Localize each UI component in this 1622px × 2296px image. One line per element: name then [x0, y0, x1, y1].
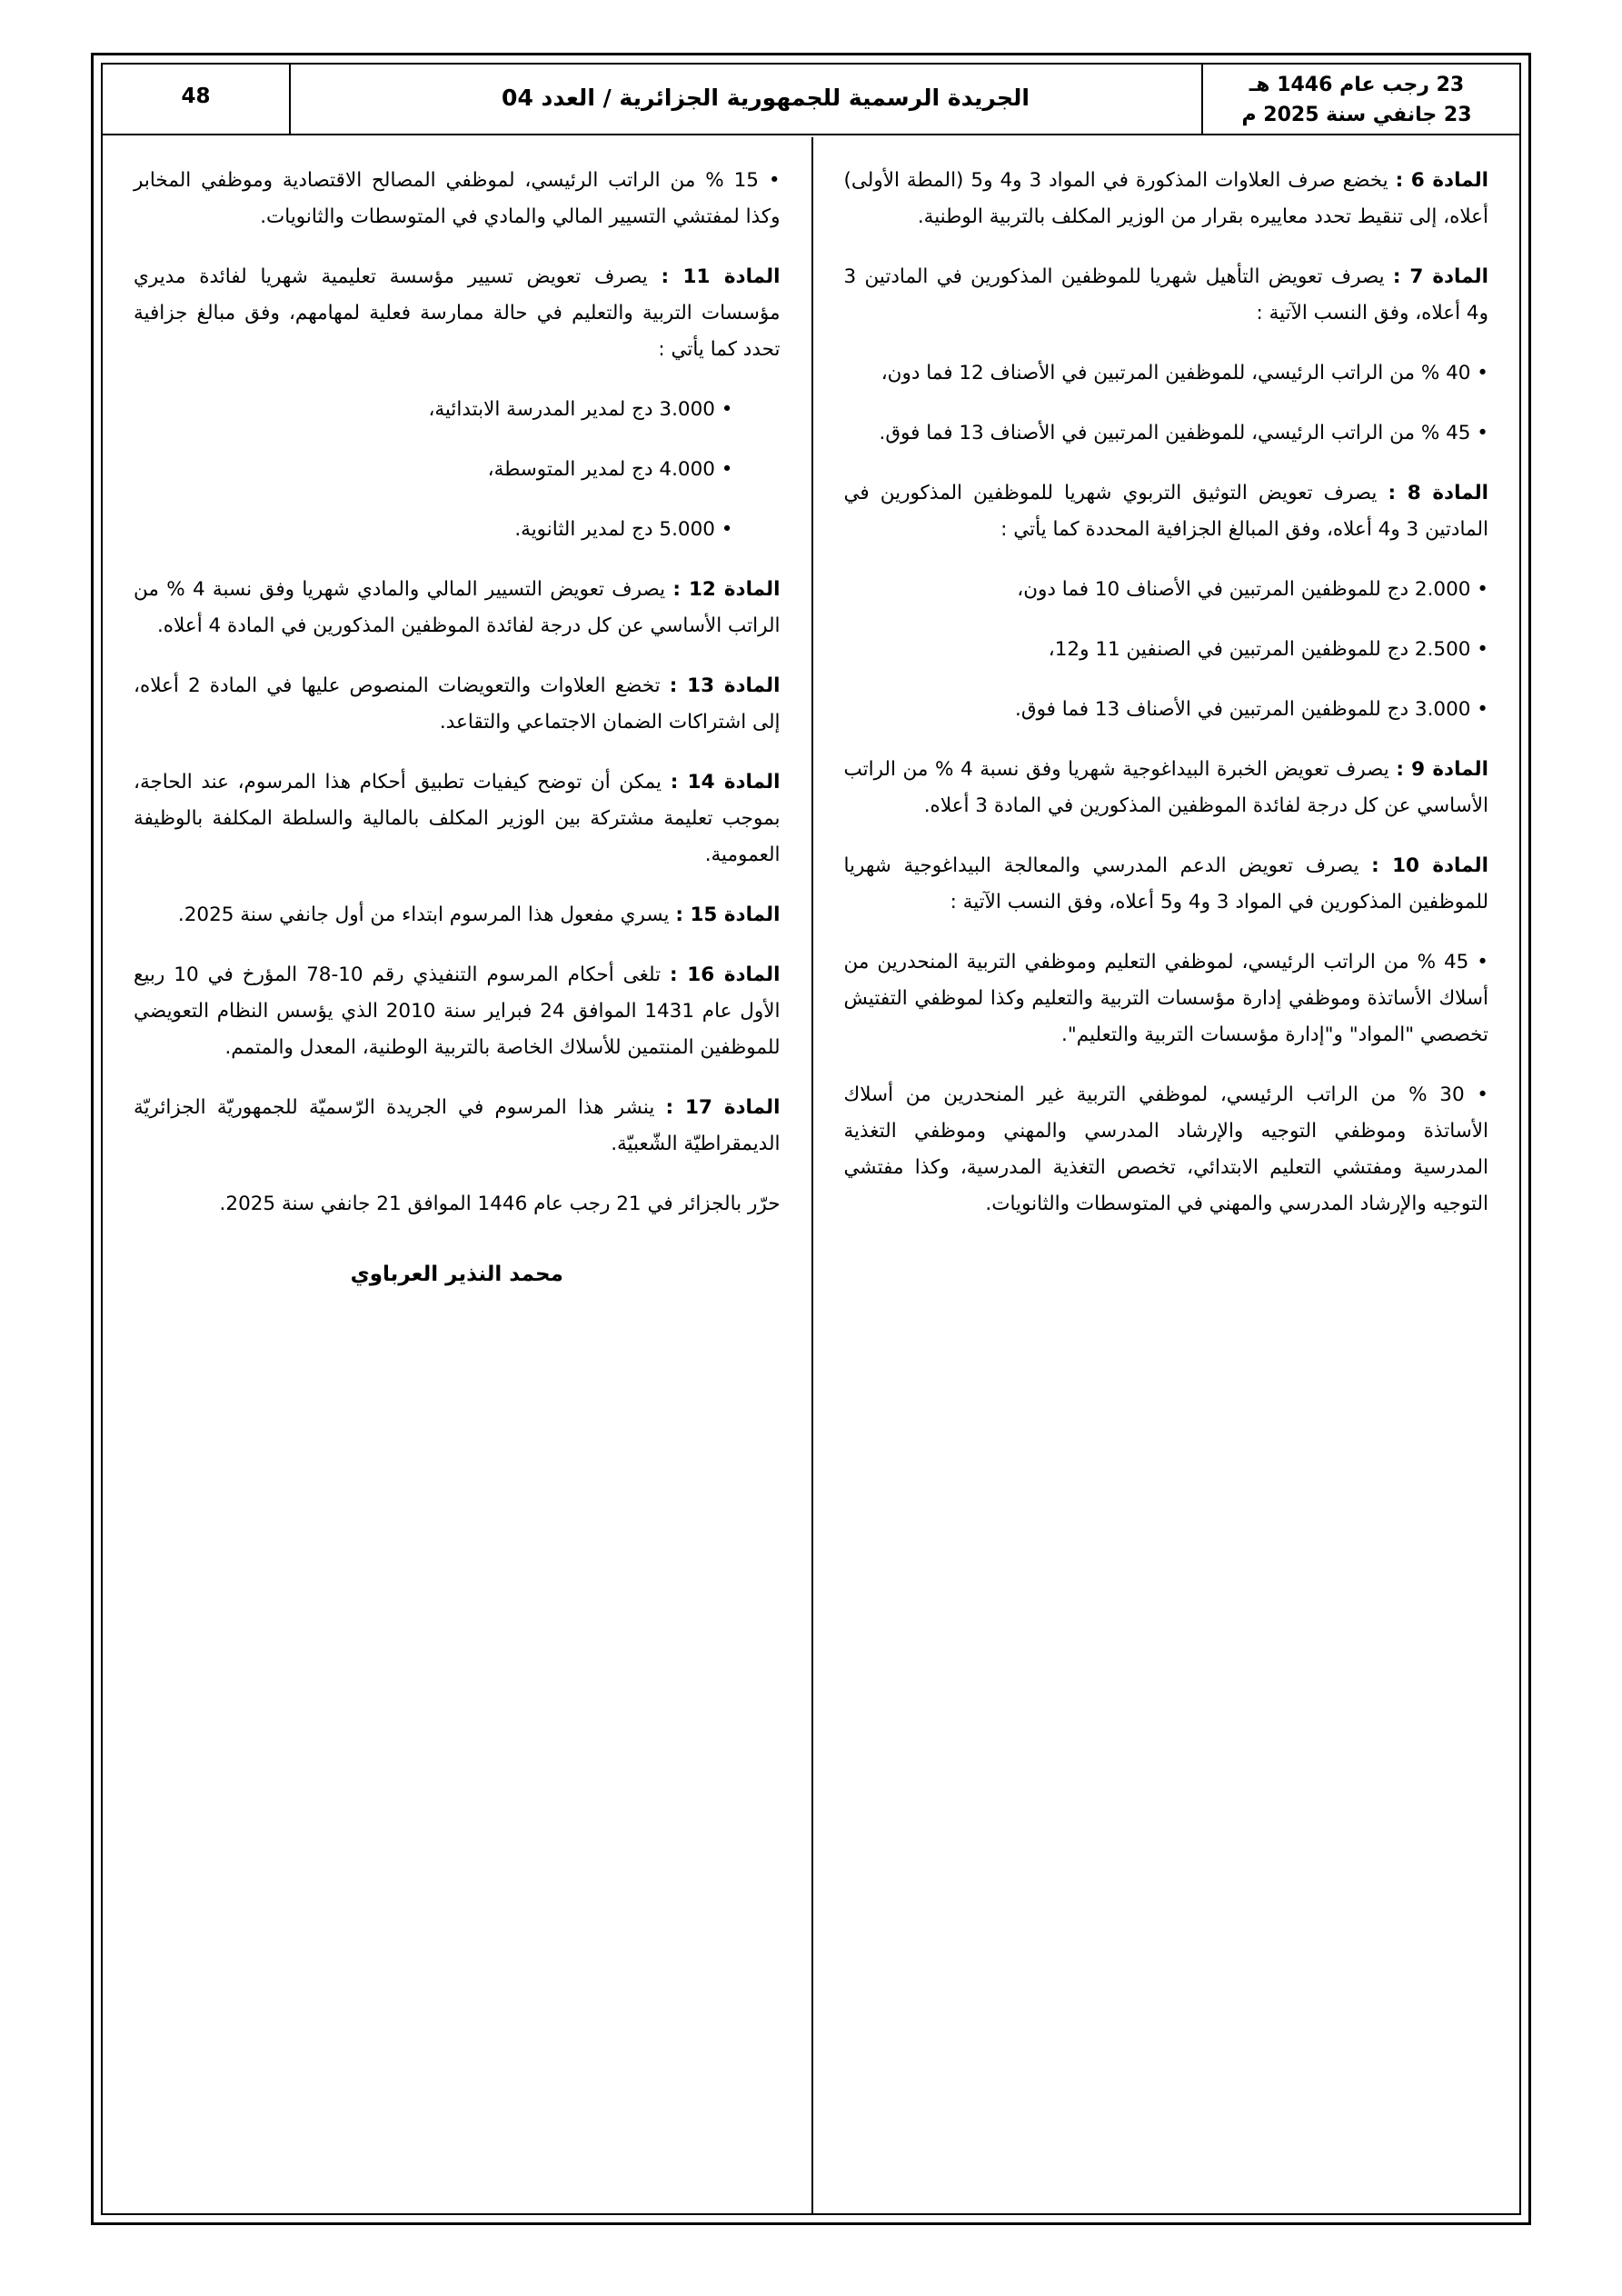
- list-item: [844, 692, 1489, 728]
- article-paragraph: [134, 1090, 781, 1163]
- article-paragraph: [844, 259, 1489, 332]
- list-item-text: • 2.500 دج للموظفين المرتبين في الصنفين 11 و12،: [1048, 638, 1488, 661]
- header-title: الجريدة الرسمية للجمهورية الجزائرية / العدد 04: [502, 85, 1030, 111]
- article-text: يصرف تعويض الدعم المدرسي والمعالجة البيداغوجية شهريا للموظفين المذكورين في المواد 3 و4 و5 أعلاه، وفق النسب الآتية :: [843, 854, 1488, 913]
- article-label: المادة 15 :: [675, 903, 781, 926]
- article-paragraph: [844, 752, 1489, 824]
- article-text: تخضع العلاوات والتعويضات المنصوص عليها في المادة 2 أعلاه، إلى اشتراكات الضمان الاجتماعي والتقاعد.: [134, 674, 781, 734]
- article-paragraph: [134, 897, 781, 933]
- article-label: المادة 7 :: [1392, 265, 1488, 288]
- list-item: [844, 944, 1489, 1053]
- article-text: يمكن أن توضح كيفيات تطبيق أحكام هذا المرسوم، عند الحاجة، بموجب تعليمة مشتركة بين الوزير المكلف بالمالية والسلطة المكلفة بالوظيفة العمومية.: [134, 771, 781, 866]
- list-item-text: • 15 % من الراتب الرئيسي، لموظفي المصالح الاقتصادية وموظفي المخابر وكذا لمفتشي التسيير المالي والمادي في المتوسطات والثانويات.: [134, 169, 781, 228]
- document-page: [91, 53, 1531, 2225]
- page-body: [103, 137, 1519, 2213]
- list-item-text: • 5.000 دج لمدير الثانوية.: [514, 518, 733, 541]
- article-text: يصرف تعويض التسيير المالي والمادي شهريا وفق نسبة 4 % من الراتب الأساسي عن كل درجة لفائدة الموظفين المذكورين في المادة 4 أعلاه.: [134, 578, 781, 637]
- page-inner-border: [101, 63, 1521, 2215]
- article-text: يسري مفعول هذا المرسوم ابتداء من أول جانفي سنة 2025.: [177, 903, 676, 926]
- article-label: المادة 13 :: [669, 674, 781, 697]
- article-label: المادة 8 :: [1388, 482, 1489, 504]
- article-text: يصرف تعويض الخبرة البيداغوجية شهريا وفق نسبة 4 % من الراتب الأساسي عن كل درجة لفائدة الموظفين المذكورين في المادة 3 أعلاه.: [843, 758, 1488, 817]
- list-item-text: • 3.000 دج لمدير المدرسة الابتدائية،: [428, 398, 733, 421]
- list-item: [844, 415, 1489, 452]
- article-label: المادة 16 :: [670, 963, 781, 986]
- list-item-text: • 3.000 دج للموظفين المرتبين في الأصناف 13 فما فوق.: [1015, 698, 1488, 721]
- list-item-text: • 2.000 دج للموظفين المرتبين في الأصناف 10 فما دون،: [1017, 578, 1488, 601]
- column-right: [811, 137, 1520, 2213]
- article-label: المادة 9 :: [1396, 758, 1489, 781]
- article-paragraph: [134, 957, 781, 1066]
- list-item-text: • 45 % من الراتب الرئيسي، للموظفين المرتبين في الأصناف 13 فما فوق.: [879, 422, 1488, 444]
- column-left: [103, 137, 811, 2213]
- article-label: المادة 12 :: [672, 578, 781, 601]
- article-text: يصرف تعويض التوثيق التربوي شهريا للموظفين المذكورين في المادتين 3 و4 أعلاه، وفق المبالغ الجزافية المحددة كما يأتي :: [843, 482, 1488, 541]
- article-label: المادة 17 :: [665, 1096, 781, 1119]
- article-label: المادة 14 :: [670, 771, 781, 794]
- list-item-text: • 40 % من الراتب الرئيسي، للموظفين المرتبين في الأصناف 12 فما دون،: [881, 362, 1488, 384]
- article-label: المادة 11 :: [661, 265, 781, 288]
- list-item: [844, 632, 1489, 668]
- list-item-text: • 45 % من الراتب الرئيسي، لموظفي التعليم وموظفي التربية المنحدرين من أسلاك الأساتذة وموظفي إدارة مؤسسات التربية والتعليم وكذا لموظفي التفتيش تخصصي "المواد" و"إدارة مؤسسات التربية والتعليم".: [843, 951, 1488, 1046]
- closing-paragraph: [134, 1186, 781, 1223]
- list-item: [844, 355, 1489, 392]
- list-item: [134, 512, 781, 548]
- list-item: [134, 452, 781, 488]
- article-label: المادة 10 :: [1371, 854, 1488, 877]
- article-paragraph: [134, 668, 781, 741]
- list-item: [844, 1077, 1489, 1223]
- page-number: 48: [181, 85, 211, 108]
- list-item: [844, 572, 1489, 608]
- signature: محمد النذير العرباوي: [350, 1263, 563, 1286]
- article-text: ينشر هذا المرسوم في الجريدة الرّسميّة للجمهوريّة الجزائريّة الديمقراطيّة الشّعبيّة.: [134, 1096, 781, 1155]
- list-item-text: • 30 % من الراتب الرئيسي، لموظفي التربية غير المنحدرين من أسلاك الأساتذة وموظفي التوجيه والإرشاد المدرسي والمهني وموظفي التغذية المدرسية ومفتشي التعليم الابتدائي، تخصص التغذية المدرسية، وكذا مفتشي التوجيه والإرشاد المدرسي والمهني في المتوسطات والثانويات.: [843, 1083, 1488, 1215]
- list-item: [134, 163, 781, 235]
- closing-text: حرّر بالجزائر في 21 رجب عام 1446 الموافق 21 جانفي سنة 2025.: [219, 1193, 781, 1215]
- article-paragraph: [134, 259, 781, 368]
- article-text: تلغى أحكام المرسوم التنفيذي رقم 10-78 المؤرخ في 10 ربيع الأول عام 1431 الموافق 24 فبراير سنة 2010 الذي يؤسس النظام التعويضي للموظفين المنتمين للأسلاك الخاصة بالتربية الوطنية، المعدل والمتمم.: [134, 963, 781, 1059]
- article-paragraph: [134, 572, 781, 644]
- article-text: يصرف تعويض تسيير مؤسسة تعليمية شهريا لفائدة مديري مؤسسات التربية والتعليم في حالة ممارسة فعلية لمهامهم، وفق مبالغ جزافية تحدد كما يأتي :: [134, 265, 781, 361]
- header-divider-right: [1201, 65, 1203, 134]
- article-text: يخضع صرف العلاوات المذكورة في المواد 3 و4 و5 (المطة الأولى) أعلاه، إلى تنقيط تحدد معاييره بقرار من الوزير المكلف بالتربية الوطنية.: [843, 169, 1488, 228]
- header-date: [1207, 70, 1507, 130]
- header-date-hijri: 23 رجب عام 1446 هـ: [1249, 74, 1465, 96]
- article-paragraph: [844, 475, 1489, 548]
- header-divider-left: [289, 65, 291, 134]
- article-label: المادة 6 :: [1395, 169, 1489, 192]
- article-paragraph: [844, 848, 1489, 921]
- article-text: يصرف تعويض التأهيل شهريا للموظفين المذكورين في المادتين 3 و4 أعلاه، وفق النسب الآتية :: [843, 265, 1488, 324]
- article-paragraph: [134, 764, 781, 873]
- header-date-gregorian: 23 جانفي سنة 2025 م: [1241, 104, 1472, 126]
- page-header: [103, 65, 1519, 135]
- list-item-text: • 4.000 دج لمدير المتوسطة،: [487, 458, 733, 481]
- article-paragraph: [844, 163, 1489, 235]
- list-item: [134, 392, 781, 428]
